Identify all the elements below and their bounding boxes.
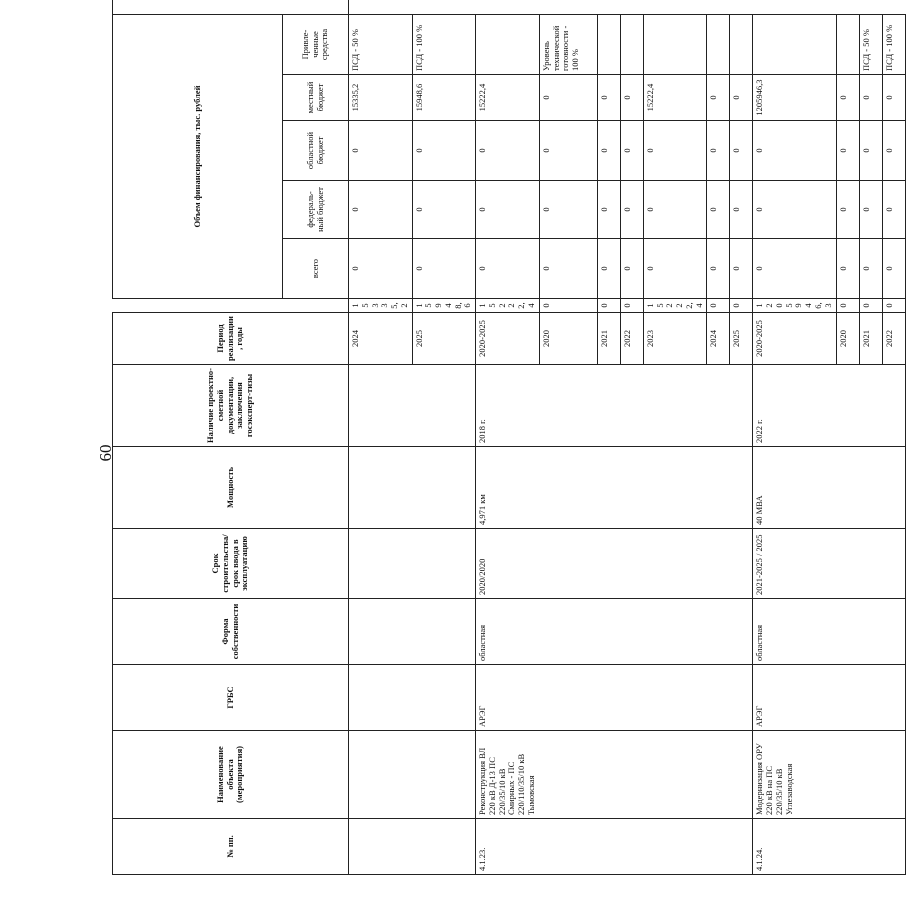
cell-federal: 0	[412, 239, 476, 299]
header-total: всего	[283, 239, 349, 299]
cell-year: 2025	[412, 313, 476, 365]
cell-grbs: АРЭГ	[476, 665, 753, 731]
cell-year: 2022	[882, 313, 905, 365]
cell-local: 0	[476, 121, 540, 181]
cell-year: 2020-2025	[476, 313, 540, 365]
cell-attracted: 0	[882, 75, 905, 121]
cell-federal: 0	[349, 239, 413, 299]
cell-grbs: АРЭГ	[753, 665, 905, 731]
cell-result	[476, 14, 540, 74]
cell-local: 0	[836, 121, 859, 181]
cell-year: 2021	[597, 313, 620, 365]
page-number: 60	[96, 444, 115, 462]
cell-federal: 0	[476, 239, 540, 299]
cell-regional: 0	[412, 181, 476, 239]
cell-attracted: 0	[859, 75, 882, 121]
cell-result: Уровень технической готовности - 100 %	[539, 14, 597, 74]
cell-attracted: 0	[707, 75, 730, 121]
cell-regional: 0	[836, 181, 859, 239]
cell-year: 2025	[730, 313, 753, 365]
cell-year: 2020	[836, 313, 859, 365]
header-capacity: Мощность	[113, 447, 349, 529]
cell-total: 0	[597, 299, 620, 313]
cell-result: ПСД - 100 %	[412, 14, 476, 74]
cell-attracted: 1205946,3	[753, 75, 836, 121]
cell-year: 2024	[349, 313, 413, 365]
cell-year: 2024	[707, 313, 730, 365]
header-attracted: Привле-ченные средства	[283, 14, 349, 74]
cell-attracted: 0	[597, 75, 620, 121]
cell-regional: 0	[539, 181, 597, 239]
cell-federal: 0	[753, 239, 836, 299]
cell-total: 0	[539, 299, 597, 313]
cell-federal: 0	[882, 239, 905, 299]
cell-result: ПСД - 100 %	[882, 14, 905, 74]
header-period: Период реализации, годы	[113, 313, 349, 365]
cell-regional: 0	[730, 181, 753, 239]
cell-local: 0	[597, 121, 620, 181]
cell-federal: 0	[620, 239, 643, 299]
cell-result: ПСД - 50 %	[859, 14, 882, 74]
cell-year: 2020-2025	[753, 313, 836, 365]
cell-no	[349, 819, 476, 875]
cell-regional: 0	[882, 181, 905, 239]
cell-no: 4.1.23.	[476, 819, 753, 875]
header-funding: Объем финансирования, тыс. рублей	[113, 14, 283, 298]
cell-total: 0	[707, 299, 730, 313]
cell-total: 15222,4	[643, 299, 707, 313]
cell-total: 0	[730, 299, 753, 313]
cell-total: 0	[620, 299, 643, 313]
cell-attracted: 15335,2	[349, 75, 413, 121]
cell-psd: 2018 г.	[476, 365, 753, 447]
header-ownership: Форма собственности	[113, 599, 349, 665]
cell-total: 15335,2	[349, 299, 413, 313]
cell-regional: 0	[859, 181, 882, 239]
cell-term	[349, 529, 476, 599]
header-name: Наименование объекта (мероприятия)	[113, 731, 349, 819]
cell-result	[836, 14, 859, 74]
table-row	[476, 0, 540, 875]
header-term: Срок строительства/ срок ввода в эксплуатацию	[113, 529, 349, 599]
header-federal: федераль-ный бюджет	[283, 181, 349, 239]
cell-regional: 0	[707, 181, 730, 239]
cell-local: 0	[643, 121, 707, 181]
cell-attracted: 15222,4	[643, 75, 707, 121]
cell-federal: 0	[859, 239, 882, 299]
cell-local: 0	[620, 121, 643, 181]
cell-federal: 0	[597, 239, 620, 299]
cell-total: 0	[836, 299, 859, 313]
cell-result	[707, 14, 730, 74]
cell-result	[620, 14, 643, 74]
cell-year: 2022	[620, 313, 643, 365]
cell-term: 2020/2020	[476, 529, 753, 599]
cell-regional: 0	[476, 181, 540, 239]
column-gap	[113, 299, 349, 313]
cell-regional: 0	[620, 181, 643, 239]
cell-local: 0	[730, 121, 753, 181]
cell-name: Реконструкция ВЛ 220 кВ Д-13 ПС 220/35/10 кВ Смирных - ПС 220/110/35/10 кВ Тымовская	[476, 731, 753, 819]
header-grbs: ГРБС	[113, 665, 349, 731]
cell-regional: 0	[753, 181, 836, 239]
cell-local: 0	[412, 121, 476, 181]
cell-local: 0	[349, 121, 413, 181]
header-no: № пп.	[113, 819, 349, 875]
cell-no: 4.1.24.	[753, 819, 905, 875]
cell-ownership: областная	[753, 599, 905, 665]
cell-local: 0	[539, 121, 597, 181]
cell-regional: 0	[597, 181, 620, 239]
cell-capacity: 40 МВА	[753, 447, 905, 529]
cell-total: 0	[882, 299, 905, 313]
cell-federal: 0	[707, 239, 730, 299]
cell-name: Модернизация ОРУ 220 кВ на ПС 220/35/10 кВ Углезаводская	[753, 731, 905, 819]
cell-result: ПСД - 50 %	[349, 14, 413, 74]
cell-federal: 0	[643, 239, 707, 299]
cell-year: 2021	[859, 313, 882, 365]
cell-federal: 0	[836, 239, 859, 299]
cell-psd	[349, 365, 476, 447]
header-psd: Наличие проектно-сметной документации, заключения госэксперт-тизы	[113, 365, 349, 447]
cell-term: 2021-2025 / 2025	[753, 529, 905, 599]
cell-attracted: 0	[730, 75, 753, 121]
cell-ownership: областная	[476, 599, 753, 665]
cell-regional: 0	[349, 181, 413, 239]
cell-local: 0	[882, 121, 905, 181]
cell-total: 0	[859, 299, 882, 313]
cell-local: 0	[753, 121, 836, 181]
cell-local: 0	[707, 121, 730, 181]
cell-year: 2020	[539, 313, 597, 365]
cell-ownership	[349, 599, 476, 665]
cell-grbs	[349, 665, 476, 731]
cell-capacity: 4,971 км	[476, 447, 753, 529]
investment-table	[112, 0, 906, 875]
cell-result	[643, 14, 707, 74]
header-regional: областной бюджет	[283, 121, 349, 181]
cell-psd: 2022 г.	[753, 365, 905, 447]
cell-total: 1205946,3	[753, 299, 836, 313]
cell-name	[349, 731, 476, 819]
cell-attracted: 0	[836, 75, 859, 121]
cell-attracted: 0	[620, 75, 643, 121]
header-result	[113, 0, 349, 14]
cell-federal: 0	[539, 239, 597, 299]
cell-year: 2023	[643, 313, 707, 365]
cell-local: 0	[859, 121, 882, 181]
cell-capacity	[349, 447, 476, 529]
header-local: местный бюджет	[283, 75, 349, 121]
cell-total: 15948,6	[412, 299, 476, 313]
cell-federal: 0	[730, 239, 753, 299]
cell-attracted: 15948,6	[412, 75, 476, 121]
table-row	[753, 0, 836, 875]
cell-result	[730, 14, 753, 74]
cell-result	[597, 14, 620, 74]
cell-result	[753, 14, 836, 74]
cell-attracted: 15222,4	[476, 75, 540, 121]
cell-attracted: 0	[539, 75, 597, 121]
table-row	[349, 0, 413, 875]
cell-regional: 0	[643, 181, 707, 239]
cell-total: 15222,4	[476, 299, 540, 313]
